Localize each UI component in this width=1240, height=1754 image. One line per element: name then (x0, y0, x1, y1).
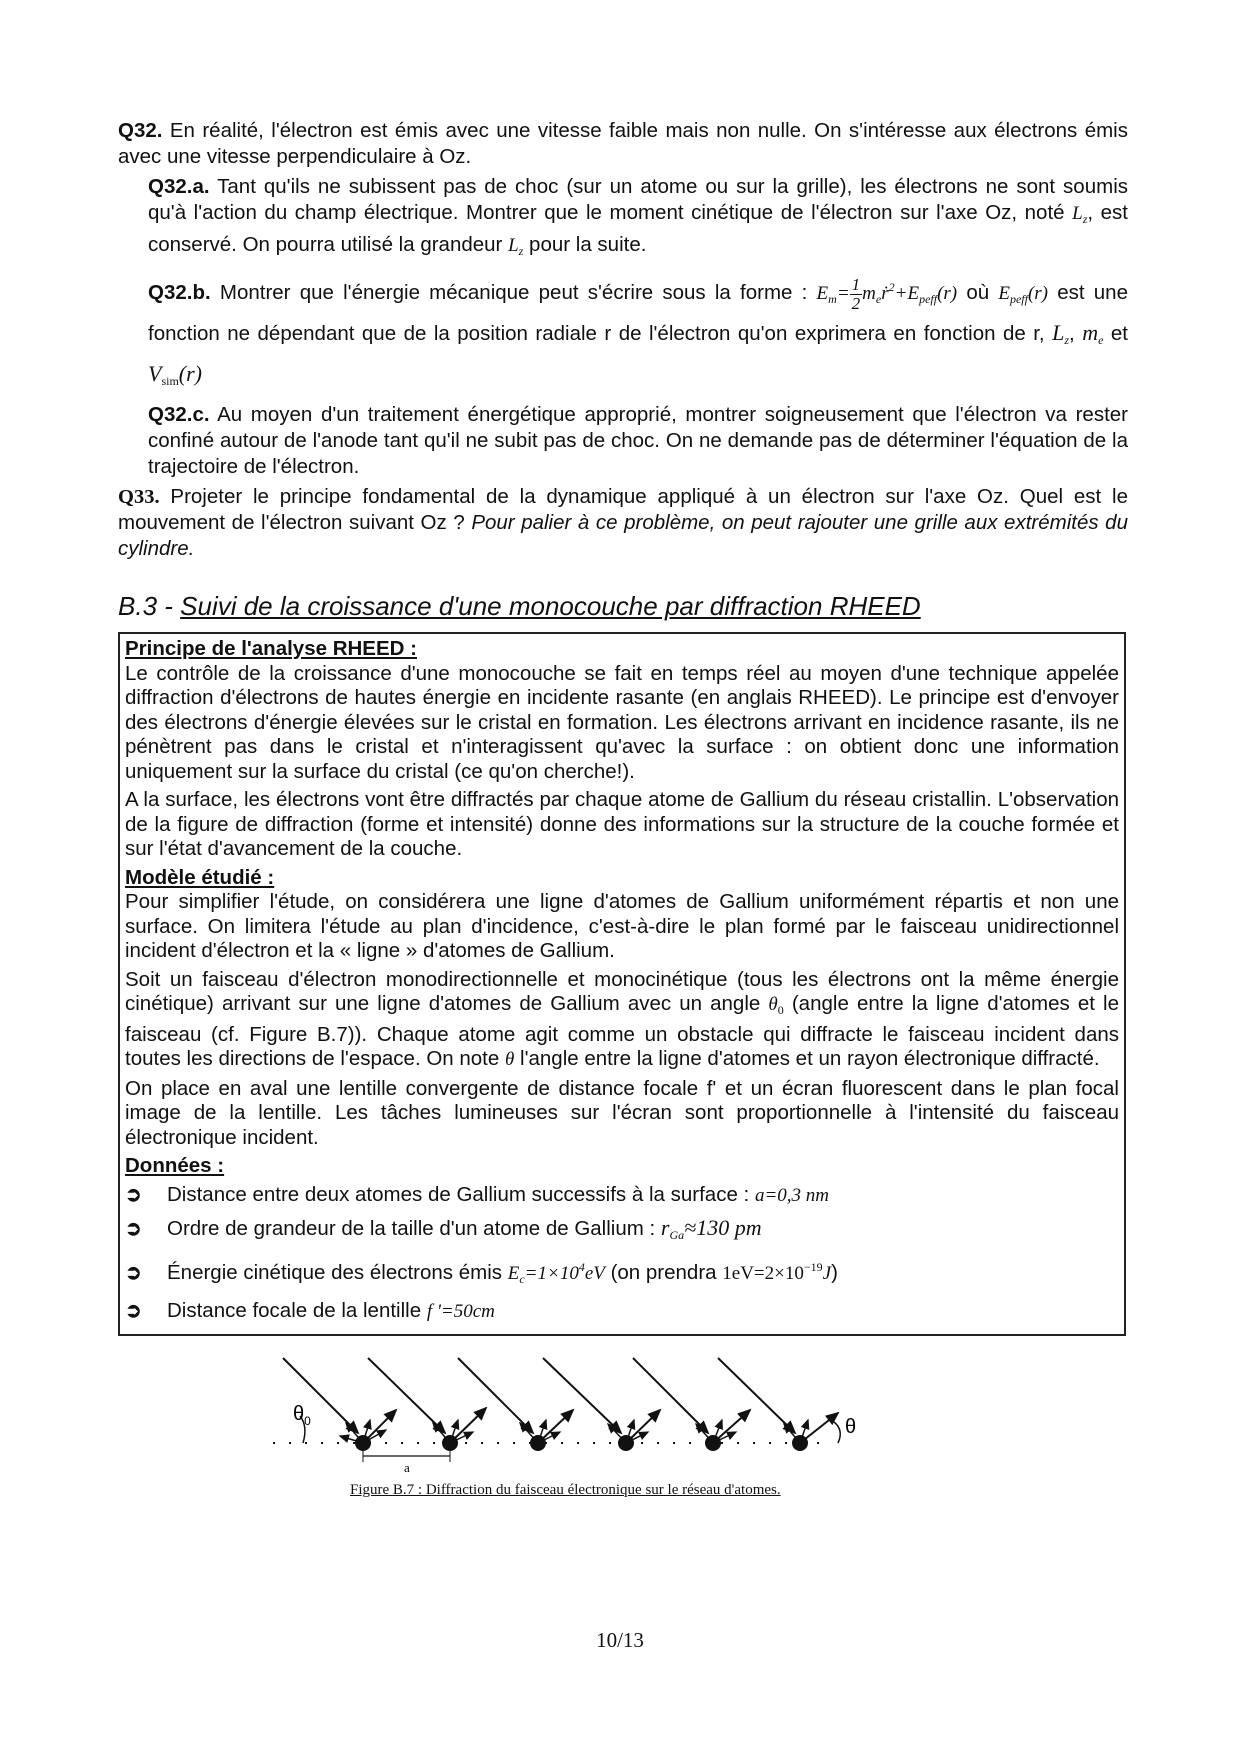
donnee-1-text: Distance entre deux atomes de Gallium successifs à la surface : (167, 1182, 750, 1206)
donnee-1-value: a=0,3 nm (754, 1184, 829, 1206)
lz-symbol-3: $L_z$ (1052, 320, 1070, 347)
theta-label: θ (845, 1415, 857, 1438)
section-number: B.3 - (118, 591, 181, 621)
diffracted-ray (696, 1424, 713, 1443)
diffracted-ray (520, 1423, 538, 1443)
modele-paragraph-2 (125, 968, 1119, 1073)
donnee-4-value: f '=50cm (426, 1300, 495, 1322)
q32-label: Q32. (118, 119, 163, 142)
theta-arc (834, 1422, 840, 1443)
q32b-label: Q32.b. (148, 281, 211, 304)
principe-paragraph-2: A la surface, les électrons vont être diffractés par chaque atome de Gallium du réseau cristallin. L'observation de la figure de diffraction (forme et intensité) donne des informations sur la structure de la couche formée et sur l'état d'avancement de la couche. (125, 788, 1119, 860)
arrow-bullet-icon: ➲ (125, 1183, 142, 1206)
section-title (118, 590, 1128, 622)
incident-ray (543, 1358, 621, 1433)
theta-symbol: θ (504, 1049, 515, 1070)
q32b-text4: et (1110, 322, 1128, 345)
diffraction-diagram (118, 1348, 1128, 1488)
modele-p2-c: l'angle entre la ligne d'atomes et un rayon électronique diffracté. (520, 1047, 1100, 1070)
q32-text: En réalité, l'électron est émis avec une vitesse faible mais non nulle. On s'intéresse aux électrons émis avec une vitesse perpendiculaire à Oz. (118, 119, 1128, 168)
q32c-label: Q32.c. (148, 403, 210, 426)
page-content (118, 118, 1128, 1508)
donnee-4-text: Distance focale de la lentille (167, 1298, 422, 1322)
figure-caption: Figure B.7 : Diffraction du faisceau électronique sur le réseau d'atomes. (350, 1481, 781, 1498)
em-formula: $E_m=$ $\frac{1}{2}$ $m_eṙ^2+E_{peff}(r)$ (816, 275, 958, 314)
donnee-item (125, 1212, 1119, 1251)
vsim-symbol: $V_{sim}(r)$ (148, 361, 203, 388)
diffracted-ray (433, 1423, 450, 1443)
donnee-3-text: Énergie cinétique des électrons émis (167, 1260, 503, 1284)
modele-p2-b: (angle entre la ligne d'atomes et le faisceau (cf. Figure B.7)). Chaque atome agit comme un obstacle qui diffracte le faisceau incident dans toutes les directions de l'espace. On note (125, 992, 1120, 1070)
arrow-bullet-icon: ➲ (125, 1217, 142, 1240)
donnee-item (125, 1295, 1119, 1328)
me-symbol: $m_e$ (1082, 320, 1104, 347)
q32b-text3: est une fonction ne dépendant que de la position radiale r de l'électron qu'on exprimera en fonction de r, (148, 281, 1128, 345)
figure-b7 (118, 1348, 1128, 1508)
diffracted-ray (784, 1424, 800, 1443)
diffracted-ray (608, 1424, 626, 1443)
donnee-item (125, 1251, 1119, 1295)
q33-paragraph (118, 484, 1128, 562)
q32b-text1: Montrer que l'énergie mécanique peut s'écrire sous la forme : (219, 281, 808, 304)
atom-group (718, 1358, 838, 1451)
incident-ray (458, 1358, 533, 1433)
theta0-symbol: $\theta_0$ (768, 994, 784, 1017)
q32-paragraph (118, 118, 1128, 170)
a-label: a (404, 1459, 410, 1475)
q33-italic: Pour palier à ce problème, on peut rajouter une grille aux extrémités du cylindre. (118, 511, 1128, 560)
donnee-3-end: ) (831, 1260, 838, 1284)
arrow-bullet-icon: ➲ (125, 1299, 142, 1322)
ec-value: $E_c=1\times 10^4eV$ (507, 1259, 605, 1286)
q32b-text2: où (966, 281, 990, 304)
donnees-heading: Données : (125, 1154, 225, 1177)
q32c-paragraph (148, 402, 1128, 480)
theta0-label: $\theta_0$ (293, 1402, 311, 1428)
q32a-paragraph (148, 174, 1128, 264)
atom-group (458, 1358, 573, 1451)
modele-p2-a: Soit un faisceau d'électron monodirectionnelle et monocinétique (tous les électrons ont la même énergie cinétique) arrivant sur une ligne d'atomes de Gallium avec un angle (125, 967, 1119, 1015)
modele-paragraph-3: On place en aval une lentille convergente de distance focale f' et un écran fluorescent dans le plan focal image de la lentille. Les tâches lumineuses sur l'écran sont proportionnelle à l'intensité du faisceau électronique incident. (125, 1076, 1119, 1149)
donnee-2-text: Ordre de grandeur de la taille d'un atome de Gallium : (167, 1216, 656, 1240)
q32b-paragraph: Q32.b. Montrer que l'énergie mécanique peut s'écrire sous la forme : $E_m=$ $\frac{1}{2}$ $m_eṙ^2+E_{peff}(r)$ où $E_{peff}(r)$ est une fonction ne dépendant que de la position radiale r de l'électron qu'on exprimera en fonction de r, $L_z$, $m_e$ et $V_{sim}(r)$ (148, 275, 1128, 388)
donnee-item (125, 1179, 1119, 1212)
principe-paragraph-1: Le contrôle de la croissance d'une monocouche se fait en temps réel au moyen d'une technique appelée diffraction d'électrons de hautes énergie en incidente rasante (en anglais RHEED). Le principe est d'envoyer des électrons d'énergie élevées sur le cristal en formation. Les électrons arrivant en incidence rasante, ils ne pénètrent pas dans le cristal et n'interagissent qu'avec la surface : on obtient donc une information uniquement sur la surface du cristal (ce qu'on cherche!). (125, 661, 1119, 783)
modele-heading: Modèle étudié : (125, 865, 275, 889)
q32a-label: Q32.a. (148, 175, 210, 198)
atom-group (368, 1358, 486, 1451)
page-number: 10/13 (596, 1628, 644, 1652)
atom-group (543, 1358, 660, 1451)
ev-conversion: $1eV=2\times 10^{-19}J$ (722, 1259, 832, 1284)
lz-symbol-2: $L_z$ (508, 235, 524, 258)
rheed-box (118, 632, 1126, 1336)
epeff-symbol: $E_{peff}(r)$ (998, 283, 1049, 306)
principe-heading: Principe de l'analyse RHEED : (125, 637, 417, 660)
diffracted-ray (713, 1410, 750, 1443)
incident-ray (633, 1358, 708, 1433)
q32a-text3: pour la suite. (529, 233, 647, 256)
q33-label: Q33. (118, 486, 160, 508)
modele-paragraph-1: Pour simplifier l'étude, on considérera une ligne d'atomes de Gallium uniformément répartis et non une surface. On limitera l'étude au plan d'incidence, c'est-à-dire le plan formé par le faisceau unidirectionnel incident d'électron et la « ligne » d'atomes de Gallium. (125, 890, 1119, 962)
donnee-2-value: ≈130 pm (684, 1214, 762, 1240)
donnee-3-mid: (on prendra (610, 1260, 717, 1284)
arrow-bullet-icon: ➲ (125, 1261, 142, 1284)
q33-text: Projeter le principe fondamental de la dynamique appliqué à un électron sur l'axe Oz. Quel est le mouvement de l'électron suivant Oz ? (118, 485, 1128, 534)
q32a-text2: , est conservé. On pourra utilisé la grandeur (148, 201, 1128, 256)
section-heading: Suivi de la croissance d'une monocouche par diffraction RHEED (180, 591, 921, 621)
incident-ray (718, 1358, 795, 1433)
incident-ray (368, 1358, 445, 1433)
lz-symbol: $L_z$ (1072, 203, 1088, 226)
q32c-text: Au moyen d'un traitement énergétique approprié, montrer soigneusement que l'électron va rester confiné autour de l'anode tant qu'il ne subit pas de choc. On ne demande pas de déterminer l'équation de la trajectoire de l'électron. (148, 403, 1128, 478)
q32a-text1: Tant qu'ils ne subissent pas de choc (sur un atome ou sur la grille), les électrons ne sont soumis qu'à l'action du champ électrique. Montrer que le moment cinétique de l'électron sur l'axe Oz, noté (148, 175, 1128, 224)
rga-symbol: $r_{Ga}$ (660, 1214, 685, 1242)
